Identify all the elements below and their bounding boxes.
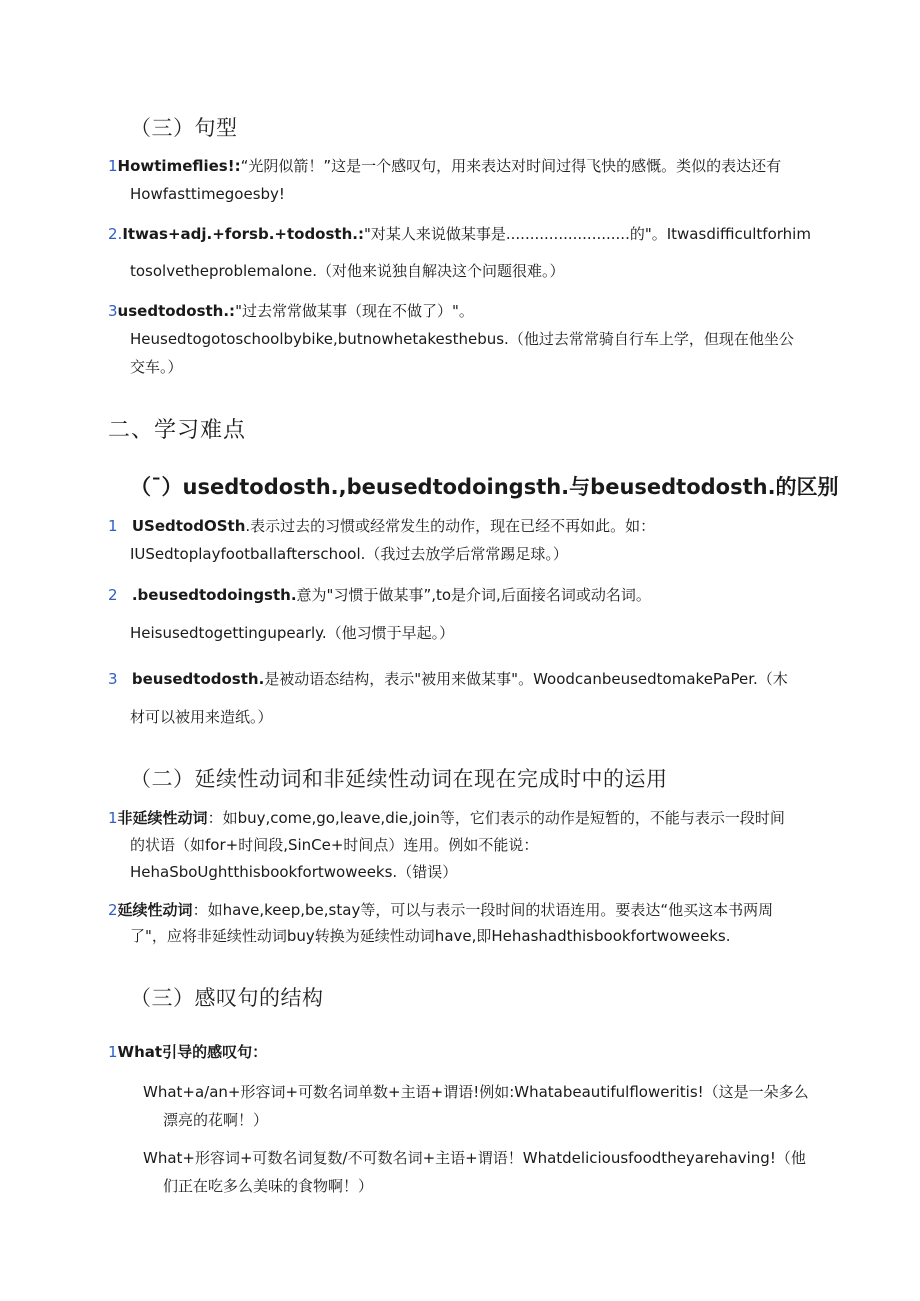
item-text-cont: Heisusedtogettingupearly.（他习惯于早起。） bbox=[130, 624, 455, 642]
item-number: 1 bbox=[108, 517, 118, 535]
item-number: 2. bbox=[108, 225, 123, 243]
item-text-cont: 了"，应将非延续性动词buy转换为延续性动词have,即Hehashadthisbookfortwoweeks. bbox=[130, 927, 731, 945]
item-key: Itwas+adj.+forsb.+todosth.: bbox=[122, 225, 364, 243]
list-item bbox=[108, 1038, 267, 1066]
list-item bbox=[108, 665, 788, 693]
item-text: .表示过去的习惯或经常发生的动作，现在已经不再如此。如： bbox=[245, 517, 656, 535]
item-text-cont: tosolvetheproblemalone.（对他来说独自解决这个问题很难。） bbox=[130, 262, 565, 280]
subsection-title-durative-verbs: （二）延续性动词和非延续性动词在现在完成时中的运用 bbox=[130, 767, 668, 791]
item-text: 是被动语态结构，表示"被用来做某事"。WoodcanbeusedtomakePaPer.（木 bbox=[264, 670, 788, 688]
item-text-cont: IUSedtoplayfootballafterschool.（我过去放学后常常踢足球。） bbox=[130, 545, 568, 563]
item-text-cont: Howfasttimegoesby! bbox=[130, 185, 285, 203]
item-key: Howtimeflies!: bbox=[117, 157, 241, 175]
item-text: ：如have,keep,be,stay等，可以与表示一段时间的状语连用。要表达“他买这本书两周 bbox=[192, 901, 774, 919]
pattern-line: What+a/an+形容词+可数名词单数+主语+谓语!例如:Whatabeautifulfloweritis!（这是一朵多么 bbox=[143, 1083, 809, 1101]
item-key: 延续性动词 bbox=[117, 901, 193, 919]
item-text-cont: HehaSboUghtthisbookfortwoweeks.（错误） bbox=[130, 863, 458, 881]
item-key: beusedtodosth. bbox=[131, 670, 265, 688]
item-text-cont: 材可以被用来造纸。） bbox=[130, 708, 273, 726]
list-item bbox=[108, 896, 773, 924]
pattern-line: What+形容词+可数名词复数/不可数名词+主语+谓语！Whatdeliciousfoodtheyarehaving!（他 bbox=[143, 1149, 806, 1167]
item-text: "对某人来说做某事是..........................的"。Itwasdifficultforhim bbox=[363, 225, 811, 243]
item-text: 意为"习惯于做某事”,to是介词,后面接名词或动名词。 bbox=[296, 586, 651, 604]
item-key: USedtodOSth bbox=[131, 517, 246, 535]
item-number: 3 bbox=[108, 670, 118, 688]
item-text: ：如buy,come,go,leave,die,join等，它们表示的动作是短暂的，不能与表示一段时间 bbox=[207, 809, 785, 827]
list-item bbox=[108, 512, 655, 540]
list-item bbox=[108, 152, 781, 180]
list-item bbox=[108, 220, 811, 248]
item-key: 非延续性动词 bbox=[117, 809, 208, 827]
list-item bbox=[108, 804, 785, 832]
subsection-title-usedto: （¯）usedtodosth.,beusedtodoingsth.与beusedtodosth.的区别 bbox=[130, 475, 839, 499]
item-key: usedtodosth.: bbox=[117, 302, 236, 320]
list-item bbox=[108, 297, 474, 325]
item-number: 1 bbox=[108, 809, 118, 827]
item-text: "过去常常做某事（现在不做了）"。 bbox=[235, 302, 474, 320]
item-key: What引导的感叹句： bbox=[117, 1043, 268, 1061]
item-text-cont: Heusedtogotoschoolbybike,butnowhetakesthebus.（他过去常常骑自行车上学，但现在他坐公 bbox=[130, 330, 794, 348]
item-number: 1 bbox=[108, 157, 118, 175]
pattern-line-cont: 们正在吃多么美味的食物啊！） bbox=[163, 1177, 374, 1195]
item-number: 1 bbox=[108, 1043, 118, 1061]
pattern-line-cont: 漂亮的花啊！） bbox=[163, 1111, 269, 1129]
item-text-cont: 交车。） bbox=[130, 358, 183, 376]
item-number: 3 bbox=[108, 302, 118, 320]
item-number: 2 bbox=[108, 901, 118, 919]
item-key: .beusedtodoingsth. bbox=[131, 586, 297, 604]
list-item bbox=[108, 581, 651, 609]
subsection-title-exclamatory: （三）感叹句的结构 bbox=[130, 986, 324, 1010]
item-text: “光阴似箭！”这是一个感叹句，用来表达对时间过得飞快的感慨。类似的表达还有 bbox=[240, 157, 782, 175]
item-number: 2 bbox=[108, 586, 118, 604]
section-title-sentence-patterns: （三）句型 bbox=[130, 116, 238, 140]
item-text-cont: 的状语（如for+时间段,SinCe+时间点）连用。例如不能说： bbox=[130, 836, 539, 854]
section-title-difficulties: 二、学习难点 bbox=[108, 418, 247, 443]
